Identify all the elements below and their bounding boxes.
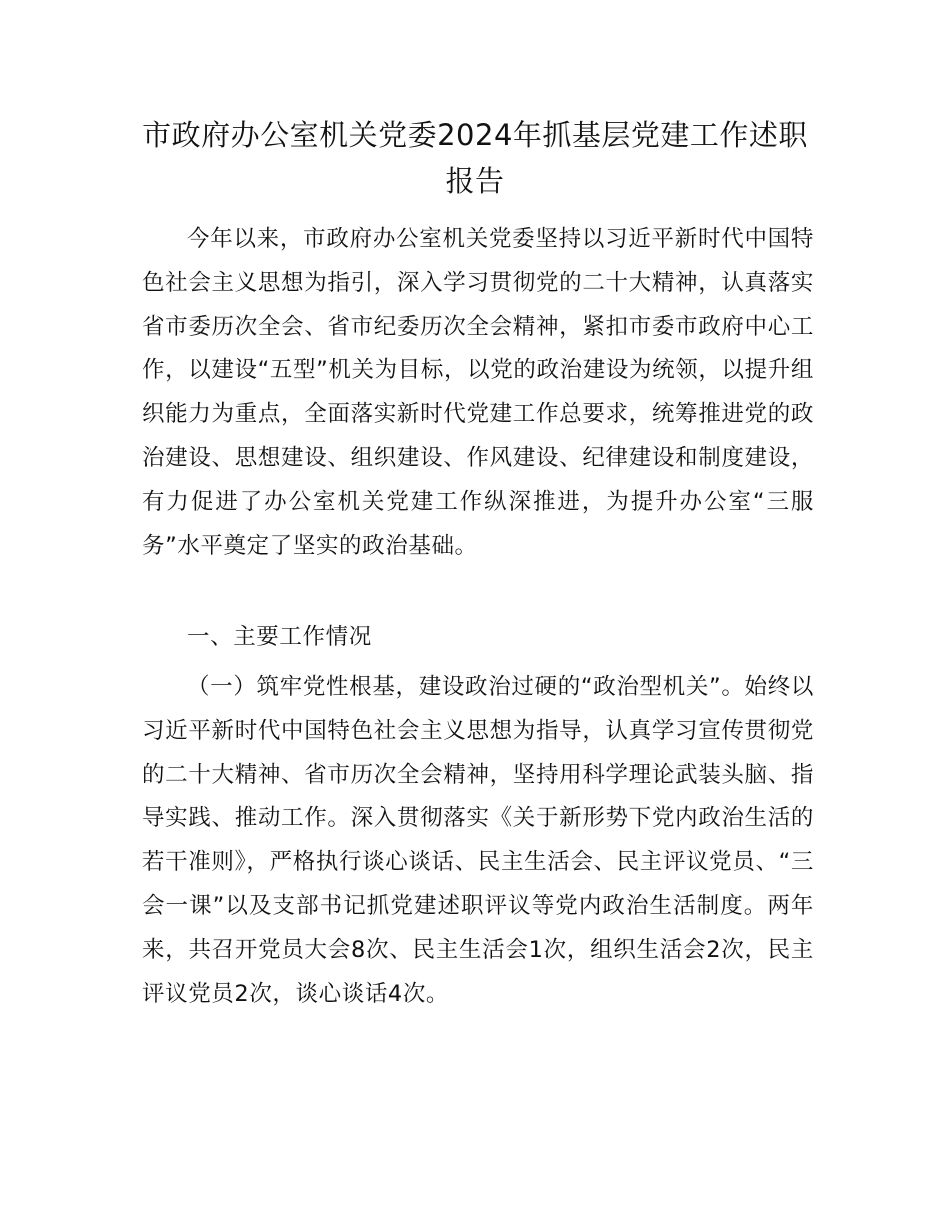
subsection-paragraph: （一）筑牢党性根基，建设政治过硬的“政治型机关”。始终以习近平新时代中国特色社会主义思想为指导，认真学习宣传贯彻党的二十大精神、省市历次全会精神，坚持用科学理论武装头脑、指导实践、推动工作。深入贯彻落实《关于新形势下党内政治生活的若干准则》，严格执行谈心谈话、民主生活会、民主评议党员、“三会一课”以及支部书记抓党建述职评议等党内政治生活制度。两年来，共召开党员大会8次、民主生活会1次，组织生活会2次，民主评议党员2次，谈心谈话4次。 — [142, 674, 814, 1007]
intro-paragraph: 今年以来，市政府办公室机关党委坚持以习近平新时代中国特色社会主义思想为指引，深入学习贯彻党的二十大精神，认真落实省市委历次全会、省市纪委历次全会精神，紧扣市委市政府中心工作，以建设“五型”机关为目标，以党的政治建设为统领，以提升组织能力为重点，全面落实新时代党建工作总要求，统筹推进党的政治建设、思想建设、组织建设、作风建设、纪律建设和制度建设，有力促进了办公室机关党建工作纵深推进，为提升办公室“三服务”水平奠定了坚实的政治基础。 — [142, 226, 814, 559]
document-title: 市政府办公室机关党委2024年抓基层党建工作述职报告 — [142, 118, 808, 198]
section-heading: 一、主要工作情况 — [187, 624, 372, 650]
